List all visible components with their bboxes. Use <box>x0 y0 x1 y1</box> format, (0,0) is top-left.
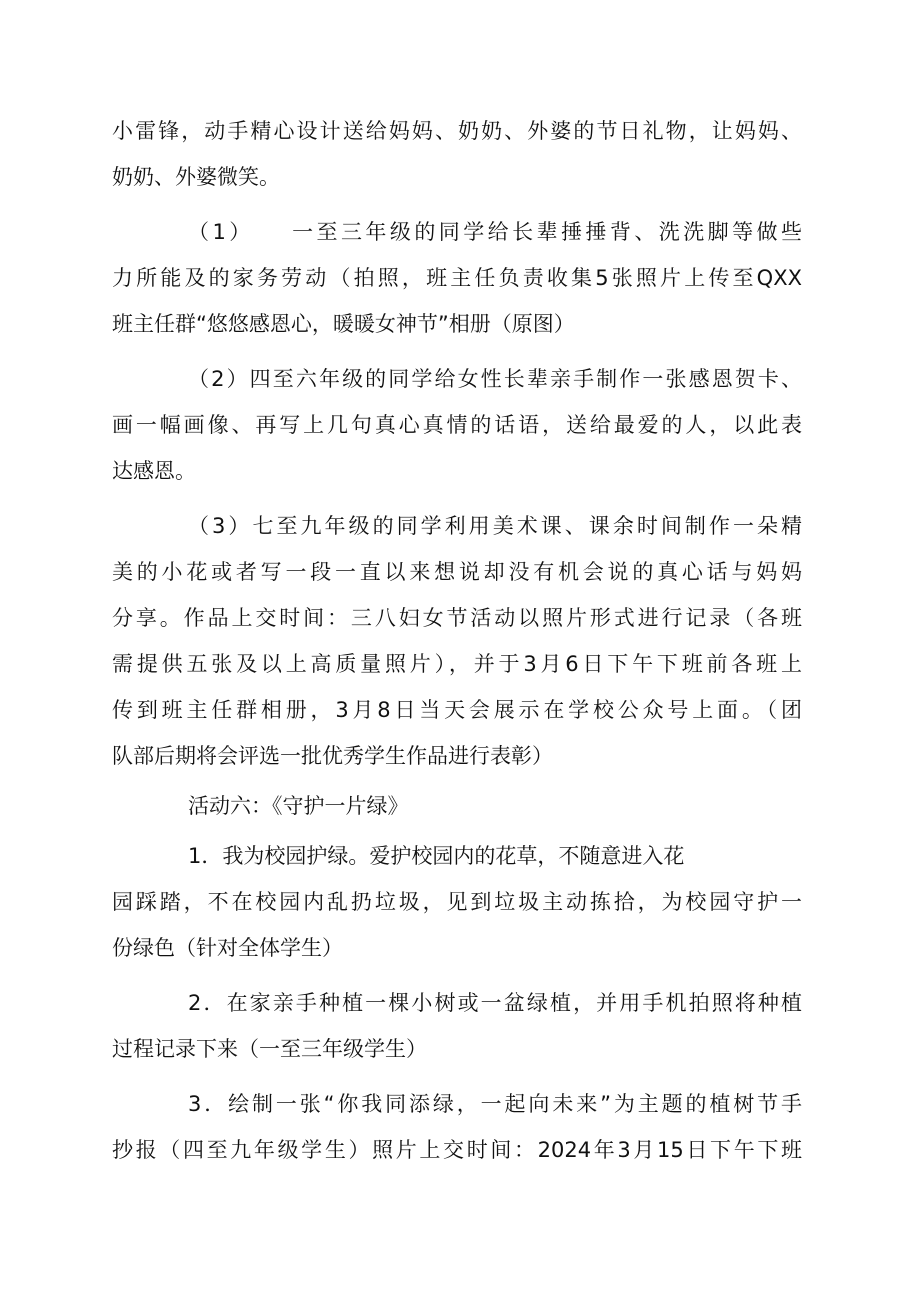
section-heading <box>112 783 802 829</box>
document-body <box>112 108 802 1173</box>
text-line: 园踩踏，不在校园内乱扔垃圾，见到垃圾主动拣拾，为校园守护一 <box>112 890 802 914</box>
text-line: 力所能及的家务劳动（拍照，班主任负责收集5张照片上传至QXX <box>112 266 802 290</box>
paragraph <box>112 356 802 494</box>
text-line: 达感恩。 <box>112 459 196 483</box>
text-line: 分享。作品上交时间：三八妇女节活动以照片形式进行记录（各班 <box>112 606 802 630</box>
text-line: 队部后期将会评选一批优秀学生作品进行表彰） <box>112 744 553 768</box>
text-line: 3．绘制一张“你我同添绿，一起向未来”为主题的植树节手 <box>188 1092 802 1116</box>
paragraph <box>112 1081 802 1173</box>
paragraph <box>112 833 802 971</box>
text-line: （3）七至九年级的同学利用美术课、课余时间制作一朵精 <box>188 514 802 538</box>
text-line: 2．在家亲手种植一棵小树或一盆绿植，并用手机拍照将种植 <box>188 991 802 1015</box>
paragraph <box>112 108 802 200</box>
text-line: 画一幅画像、再写上几句真心真情的话语，送给最爱的人，以此表 <box>112 413 802 437</box>
paragraph <box>112 503 802 779</box>
paragraph <box>112 980 802 1072</box>
text-line: 1．我为校园护绿。爱护校园内的花草，不随意进入花 <box>188 844 685 868</box>
text-line: 需提供五张及以上高质量照片），并于3月6日下午下班前各班上 <box>112 652 802 676</box>
text-line: （2）四至六年级的同学给女性长辈亲手制作一张感恩贺卡、 <box>188 367 802 391</box>
text-line: 小雷锋，动手精心设计送给妈妈、奶奶、外婆的节日礼物，让妈妈、 <box>112 119 802 143</box>
text-line: 美的小花或者写一段一直以来想说却没有机会说的真心话与妈妈 <box>112 560 802 584</box>
text-line: 活动六：《守护一片绿》 <box>188 794 409 818</box>
paragraph <box>112 209 802 347</box>
text-line: 奶奶、外婆微笑。 <box>112 165 280 189</box>
text-line: 班主任群“悠悠感恩心，暖暖女神节”相册（原图） <box>112 312 575 336</box>
text-line: 份绿色（针对全体学生） <box>112 936 343 960</box>
text-line: 过程记录下来（一至三年级学生） <box>112 1037 427 1061</box>
text-line: （1） 一至三年级的同学给长辈捶捶背、洗洗脚等做些 <box>188 220 802 244</box>
text-line: 抄报（四至九年级学生）照片上交时间：2024年3月15日下午下班 <box>112 1138 802 1162</box>
text-line: 传到班主任群相册，3月8日当天会展示在学校公众号上面。（团 <box>112 698 802 722</box>
